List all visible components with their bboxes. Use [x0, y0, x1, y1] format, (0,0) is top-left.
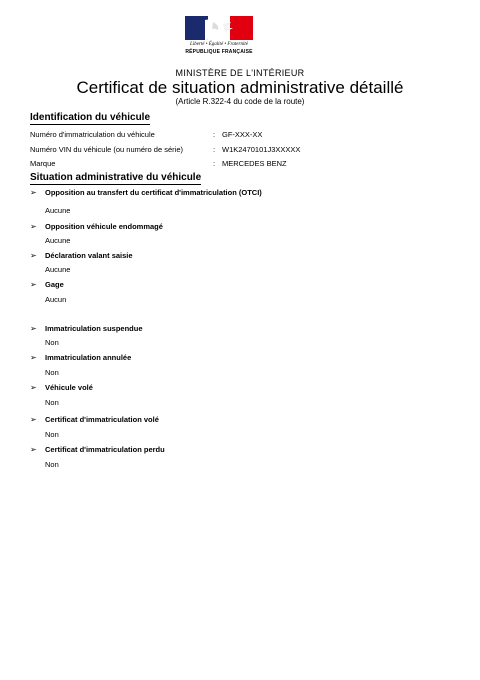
cancelled-value: Non — [45, 368, 59, 377]
lost-certificate-value: Non — [45, 460, 59, 469]
marianne-logo — [183, 16, 255, 56]
motto: Liberté • Égalité • Fraternité — [190, 42, 248, 47]
situation-heading: Situation administrative du véhicule — [30, 172, 202, 183]
vin-colon: : — [213, 145, 216, 154]
bullet-arrow-icon: ➢ — [30, 222, 37, 231]
brand-colon: : — [213, 159, 216, 168]
stolen-certificate-title: Certificat d'immatriculation volé — [45, 415, 159, 424]
republic-label: RÉPUBLIQUE FRANÇAISE — [185, 49, 253, 55]
lost-certificate-title: Certificat d'immatriculation perdu — [45, 445, 165, 454]
marianne-flag-icon — [185, 16, 253, 40]
page-title: Certificat de situation administrative détaillé — [76, 78, 404, 97]
seizure-title: Déclaration valant saisie — [45, 251, 133, 260]
bullet-arrow-icon: ➢ — [30, 445, 37, 454]
otci-title: Opposition au transfert du certificat d'immatriculation (OTCI) — [45, 188, 262, 197]
stolen-certificate-value: Non — [45, 430, 59, 439]
pledge-title: Gage — [45, 280, 64, 289]
bullet-arrow-icon: ➢ — [30, 353, 37, 362]
bullet-arrow-icon: ➢ — [30, 383, 37, 392]
plate-label: Numéro d'immatriculation du véhicule — [30, 130, 155, 139]
bullet-arrow-icon: ➢ — [30, 324, 37, 333]
stolen-vehicle-value: Non — [45, 398, 59, 407]
brand-label: Marque — [30, 159, 56, 168]
page-subtitle: (Article R.322-4 du code de la route) — [175, 97, 305, 106]
cancelled-title: Immatriculation annulée — [45, 353, 132, 362]
bullet-arrow-icon: ➢ — [30, 280, 37, 289]
bullet-arrow-icon: ➢ — [30, 415, 37, 424]
bullet-arrow-icon: ➢ — [30, 251, 37, 260]
otci-value: Aucune — [45, 206, 71, 215]
vin-label: Numéro VIN du véhicule (ou numéro de série) — [30, 145, 183, 154]
suspended-title: Immatriculation suspendue — [45, 324, 143, 333]
plate-value: GF-XXX-XX — [222, 130, 263, 139]
identification-heading: Identification du véhicule — [30, 112, 151, 123]
damaged-title: Opposition véhicule endommagé — [45, 222, 163, 231]
stolen-vehicle-title: Véhicule volé — [45, 383, 93, 392]
bullet-arrow-icon: ➢ — [30, 188, 37, 197]
ministry: MINISTÈRE DE L'INTÉRIEUR — [175, 68, 305, 78]
plate-colon: : — [213, 130, 216, 139]
brand-value: MERCEDES BENZ — [222, 159, 287, 168]
vin-value: W1K2470101J3XXXXX — [222, 145, 301, 154]
damaged-value: Aucune — [45, 236, 71, 245]
suspended-value: Non — [45, 338, 59, 347]
seizure-value: Aucune — [45, 265, 71, 274]
pledge-value: Aucun — [45, 295, 67, 304]
